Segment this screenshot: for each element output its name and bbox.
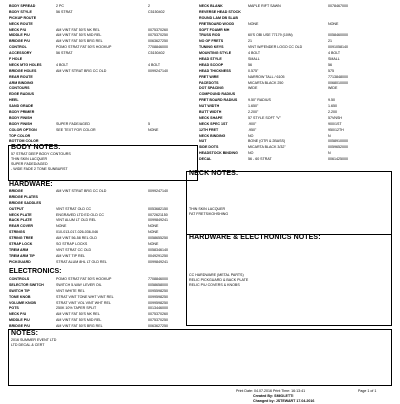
- spec-value: SUPER FADE/AGED: [56, 121, 90, 126]
- notes-box: [8, 329, 392, 386]
- spec-label: OUTPUT: [9, 206, 24, 211]
- spec-value: AM VINT 56-58 REL OLD: [56, 236, 97, 241]
- spec-value: 56: [248, 62, 252, 67]
- spec-part-number: 4 BOLT: [328, 51, 341, 56]
- spec-label: 12TH FRET: [199, 127, 219, 132]
- spec-value: WIDE: [248, 86, 258, 91]
- spec-label: PICKGUARD: [9, 259, 31, 264]
- spec-value: STRAT ALUM 8HL LT OLD REL: [56, 259, 107, 264]
- spec-value: 1.650": [248, 104, 259, 109]
- spec-label: NECK SHAPE: [199, 115, 223, 120]
- body-specs-column: [8, 4, 196, 145]
- neck-notes-line: THIN SKIN LACQUER: [189, 207, 226, 211]
- spec-label: NECK ROUTE: [9, 21, 33, 26]
- spec-label: F HOLE: [9, 57, 23, 62]
- spec-label: BODY PRIMER: [9, 110, 35, 115]
- spec-label: PICKUP ROUTE: [9, 15, 37, 20]
- spec-value: AM VINT FAT 50'S NK REL: [56, 27, 100, 32]
- spec-label: ACCESSORY: [9, 51, 32, 56]
- spec-part-number: NONE: [148, 242, 159, 247]
- spec-label: FACEDOTS: [199, 80, 219, 85]
- spec-label: COMPOUND RADIUS: [199, 92, 236, 97]
- spec-part-number: 0099849241: [148, 218, 168, 223]
- spec-label: STRAP LOCK: [9, 242, 33, 247]
- spec-part-number: 0075370260: [148, 27, 168, 32]
- spec-label: TONE KNOB: [9, 294, 31, 299]
- spec-value: SMALL: [248, 57, 260, 62]
- spec-label: ARM BINDING: [9, 80, 34, 85]
- spec-part-number: 0053682150: [148, 206, 168, 211]
- neck-notes-title: NECK NOTES:: [189, 170, 239, 177]
- spec-label: BRIDGE: [9, 189, 23, 193]
- neck-notes-line: FAT FRETS/KOHSHING: [189, 212, 229, 216]
- spec-label: CONTOURS: [9, 86, 30, 91]
- notes-line: LTD DECAL & CERT: [11, 343, 45, 347]
- spec-label: HEAD SCOOP: [199, 62, 224, 67]
- spec-value: NO: [248, 151, 254, 156]
- spec-label: SIDE DOTS: [199, 145, 219, 150]
- spec-part-number: 5: [148, 121, 150, 126]
- spec-part-number: 0063627250: [148, 324, 168, 329]
- spec-label: HEAD STYLE: [199, 57, 222, 62]
- spec-part-number: 0061425000: [328, 157, 348, 162]
- hardware-rows: [8, 189, 196, 266]
- spec-value: SWITCH 5-WAY LEVER OIL: [56, 282, 102, 287]
- hardware-title: HARDWARE:: [9, 181, 53, 188]
- spec-part-number: 0059652000: [328, 145, 348, 150]
- spec-label: SOFT FOAMR MH: [199, 27, 230, 32]
- spec-value: MAPLE RIFT SAWN: [248, 4, 281, 8]
- spec-value: NONE: [248, 21, 259, 26]
- spec-value: .950": [248, 127, 257, 132]
- spec-part-number: 0099598250: [148, 300, 168, 305]
- spec-label: HEADSTOCK BINDING: [199, 151, 238, 156]
- spec-label: HEEL: [9, 98, 19, 103]
- spec-part-number: 21: [328, 39, 332, 44]
- spec-label: BOTTOM COLOR: [9, 139, 39, 144]
- print-date: Print Date: 04.07.2016 Print Time: 16:13:41: [236, 389, 306, 393]
- spec-part-number: 0099849241: [148, 259, 168, 264]
- spec-part-number: WIDE: [328, 86, 338, 91]
- spec-label: NECK MTG HOLES: [9, 62, 42, 67]
- page-number: Page 1 of 1: [358, 389, 377, 393]
- spec-label: HEAD THICKNESS: [199, 68, 231, 73]
- body-notes-line: 57 STRAT DEEP BODY CONTOURS: [11, 152, 71, 156]
- spec-value: AM VINT FAT 50'S NK REL: [56, 312, 100, 317]
- spec-label: FRETBOARD WOOD: [199, 21, 235, 26]
- spec-label: TRUSS ROD: [199, 33, 221, 38]
- spec-part-number: 0099247140: [148, 68, 168, 73]
- spec-value: AM VINT STRAT BRG CC OLD: [56, 68, 107, 73]
- spec-part-number: 0075370260: [148, 312, 168, 317]
- spec-part-number: 1.650: [328, 104, 337, 109]
- spec-part-number: 0078467000: [328, 4, 348, 8]
- spec-label: TUNING KEYS: [199, 45, 224, 50]
- spec-value: VINT ALUM LT OLD REL: [56, 218, 97, 223]
- spec-value: STRAT VINT TONE WHT VINT REL: [56, 294, 114, 299]
- notes-line: 2016 SUMMER EVENT LTD: [11, 338, 57, 342]
- spec-part-number: 57VNSH: [328, 115, 342, 120]
- spec-part-number: 0058346140: [148, 247, 168, 252]
- spec-part-number: 0058460000: [328, 33, 348, 38]
- spec-label: COLOR OPTION: [9, 127, 37, 132]
- spec-label: FRET WIRE: [199, 74, 219, 79]
- spec-part-number: 0072621150: [148, 212, 168, 217]
- spec-part-number: 950/12TH: [328, 127, 344, 132]
- spec-value: VINT WHITE REL: [56, 288, 85, 293]
- hardware-notes-line: RELIC PICKGUARD & BACK PLATE: [189, 278, 249, 282]
- spec-label: REAR ROUTE: [9, 74, 33, 79]
- spec-part-number: 575: [328, 68, 334, 73]
- spec-label: NECK BLANK: [199, 4, 223, 8]
- spec-label: BACK PLATE: [9, 218, 32, 223]
- spec-label: VOLUME KNOB: [9, 300, 36, 305]
- spec-value: POMO STRAT FAT 50'S HOOKUP: [56, 277, 112, 281]
- spec-label: STRING TREE: [9, 236, 34, 241]
- spec-value: ENGRAVED LTD ED OLD CC: [56, 212, 104, 217]
- spec-value: NO: [248, 133, 254, 138]
- spec-value: 4 BOLT: [248, 51, 261, 56]
- spec-label: SELECTOR SWITCH: [9, 282, 44, 287]
- spec-label: TREM ARM: [9, 247, 29, 252]
- spec-value: 9.50" RADIUS: [248, 98, 271, 103]
- spec-label: MIDDLE P/U: [9, 318, 30, 323]
- spec-label: NUT: [199, 139, 207, 144]
- spec-value: POMO STRAT FAT 50'S HOOKUP: [56, 45, 112, 50]
- spec-value: 56 - 60 STRAT: [248, 157, 272, 162]
- spec-label: SAND GRADE: [9, 104, 34, 109]
- spec-label: BRIDGE PLATES: [9, 194, 38, 199]
- spec-value: 4 BOLT: [56, 62, 69, 67]
- spec-label: REAR COVER: [9, 224, 33, 229]
- spec-label: MOUNTING STYLE: [199, 51, 232, 56]
- spec-value: 56 STRAT: [56, 9, 73, 14]
- spec-label: POTS: [9, 306, 19, 311]
- spec-part-number: SMALL: [328, 57, 340, 62]
- notes-title: NOTES:: [11, 330, 39, 337]
- spec-part-number: NONE: [148, 224, 159, 229]
- spec-part-number: NONE: [328, 21, 339, 26]
- spec-part-number: NONE: [148, 127, 159, 132]
- spec-part-number: 7708846000: [148, 45, 168, 50]
- hardware-notes-line: CC HARDWARE (METAL PARTS): [189, 273, 244, 277]
- spec-value: 2.200": [248, 110, 259, 115]
- spec-label: NECK PLATE: [9, 212, 32, 217]
- spec-part-number: C5150402: [148, 51, 165, 56]
- spec-label: BRIDGE SADDLES: [9, 200, 42, 205]
- spec-value: 56 STRAT: [56, 51, 73, 56]
- spec-label: BODY STYLE: [9, 9, 32, 14]
- spec-row: [198, 157, 390, 163]
- hardware-notes-line: RELIC P/U COVERS & KNOBS: [189, 283, 240, 287]
- spec-value: SO STRAP LOCKS: [56, 242, 88, 247]
- spec-label: NUT WIDTH: [199, 104, 220, 109]
- spec-part-number: N: [328, 151, 331, 156]
- spec-value: SEE TEXT FOR COLOR: [56, 127, 96, 132]
- spec-part-number: 2: [148, 4, 150, 8]
- spec-label: TOP COLOR: [9, 133, 31, 138]
- spec-part-number: 900/1ST: [328, 121, 342, 126]
- spec-part-number: 0013446000: [148, 306, 168, 311]
- spec-label: BODY FINISH: [9, 115, 33, 120]
- spec-part-number: 0091058140: [328, 45, 348, 50]
- spec-part-number: 4 BOLT: [148, 62, 161, 67]
- spec-value: 2 PC: [56, 4, 64, 8]
- spec-part-number: NONE: [148, 230, 159, 235]
- spec-value: 57 STYLE SOFT "V": [248, 115, 281, 120]
- spec-label: EDGE RADIUS: [9, 92, 34, 97]
- spec-label: NECK SPEC 1ST: [199, 121, 228, 126]
- body-notes-line: - WIDE FADE 2 TONE SUNBURST: [11, 167, 68, 171]
- spec-value: AM VINT TIP REL: [56, 253, 85, 258]
- spec-label: BODY SPREAD: [9, 4, 36, 8]
- spec-label: BRIDGE HOLES: [9, 68, 37, 73]
- spec-label: MIDDLE P/U: [9, 33, 30, 38]
- spec-part-number: 2.200: [328, 110, 337, 115]
- spec-label: BUTT WIDTH: [199, 110, 222, 115]
- spec-label: BRIDGE P/U: [9, 39, 30, 44]
- spec-label: FRET BOARD RADIUS: [199, 98, 238, 103]
- spec-part-number: 0049291250: [148, 253, 168, 258]
- spec-part-number: 7713848000: [328, 74, 348, 79]
- spec-part-number: 9.50: [328, 98, 335, 103]
- spec-value: AM VINT FAT 50'S BRG REL: [56, 39, 103, 44]
- spec-label: NO OF FRETS: [199, 39, 224, 44]
- spec-part-number: 0099247140: [148, 189, 168, 193]
- spec-part-number: 0058910000: [328, 139, 348, 144]
- spec-part-number: 0095598250: [148, 288, 168, 293]
- spec-value: BONE (OTR & 2BASS): [248, 139, 286, 144]
- spec-part-number: 56: [328, 62, 332, 67]
- spec-value: NONE: [56, 224, 67, 229]
- spec-label: NECK BINDING: [199, 133, 226, 138]
- spec-label: CONTROLS: [9, 277, 30, 281]
- spec-value: 21: [248, 39, 252, 44]
- spec-label: DECAL: [199, 157, 212, 162]
- spec-value: AM VINT FAT 50'S MID REL: [56, 33, 102, 38]
- neck-specs-column: [198, 4, 390, 163]
- spec-label: BODY FINISH: [9, 121, 33, 126]
- spec-value: 60'S OBI USE 77179 (10IN): [248, 33, 293, 38]
- spec-part-number: 7708846000: [148, 277, 168, 281]
- spec-label: SWITCH TIP: [9, 288, 30, 293]
- spec-part-number: 0058655250: [148, 236, 168, 241]
- spec-value: AM VINT FAT 50'S BRG REL: [56, 324, 103, 329]
- spec-part-number: 0099598250: [148, 294, 168, 299]
- spec-label: TREM ARM TIP: [9, 253, 35, 258]
- electronics-title: ELECTRONICS:: [9, 268, 62, 275]
- spec-part-number: N: [328, 133, 331, 138]
- spec-label: NECK P/U: [9, 27, 27, 32]
- spec-part-number: C5150402: [148, 9, 165, 14]
- spec-part-number: 0063627250: [148, 39, 168, 44]
- spec-label: REVERSE HEAD STOCK: [199, 9, 241, 14]
- spec-part-number: 0068010000: [328, 80, 348, 85]
- spec-value: 250K 10% TAPER SPLIT: [56, 306, 97, 311]
- hardware-notes-title: HARDWARE & ELECTRONICS NOTES:: [189, 234, 321, 241]
- electronics-rows: [8, 277, 196, 330]
- created-by: Created By: SMIOLETTI: [253, 394, 294, 398]
- body-notes-line: THIN SKIN LACQUER: [11, 157, 48, 161]
- spec-label: DOT SPACING: [199, 86, 224, 91]
- changed-by: Changed by: JSTEWART 17.04.2016: [253, 399, 315, 403]
- spec-row: [8, 260, 196, 266]
- spec-part-number: 0058658000: [148, 282, 168, 287]
- spec-value: STRAT VINT VOL VINT WHT REL: [56, 300, 111, 305]
- spec-label: CONTROL: [9, 45, 27, 50]
- body-notes-line: SUPER FADED/AGED: [11, 162, 48, 166]
- spec-part-number: 0075370250: [148, 33, 168, 38]
- spec-value: VINT STRAT OLD CC: [56, 206, 92, 211]
- spec-part-number: 0075370250: [148, 318, 168, 323]
- neck-notes-box: [186, 171, 392, 235]
- spec-value: NARROW TALL / 6105: [248, 74, 285, 79]
- spec-label: NECK P/U: [9, 312, 27, 317]
- spec-value: MICARTA BLACK 3/32": [248, 145, 286, 150]
- spec-value: MICARTA BLACK 250: [248, 80, 284, 85]
- spec-value: 010-013-017-026-036-046: [56, 230, 98, 235]
- spec-value: AM VINT FAT 50'S MID REL: [56, 318, 102, 323]
- spec-label: BRIDGE P/U: [9, 324, 30, 329]
- spec-value: VINT STRAT CC OLD: [56, 247, 92, 252]
- spec-value: VINT W/FENDER LOGO CC OLD: [248, 45, 303, 50]
- spec-value: 0.575": [248, 68, 259, 73]
- spec-label: STRINGS: [9, 230, 25, 235]
- spec-value: .900": [248, 121, 257, 126]
- spec-value: AM VINT STRAT BRG CC OLD: [56, 189, 107, 193]
- body-notes-title: BODY NOTES:: [11, 144, 61, 151]
- spec-label: ROUND LAM DB SLAB: [199, 15, 238, 20]
